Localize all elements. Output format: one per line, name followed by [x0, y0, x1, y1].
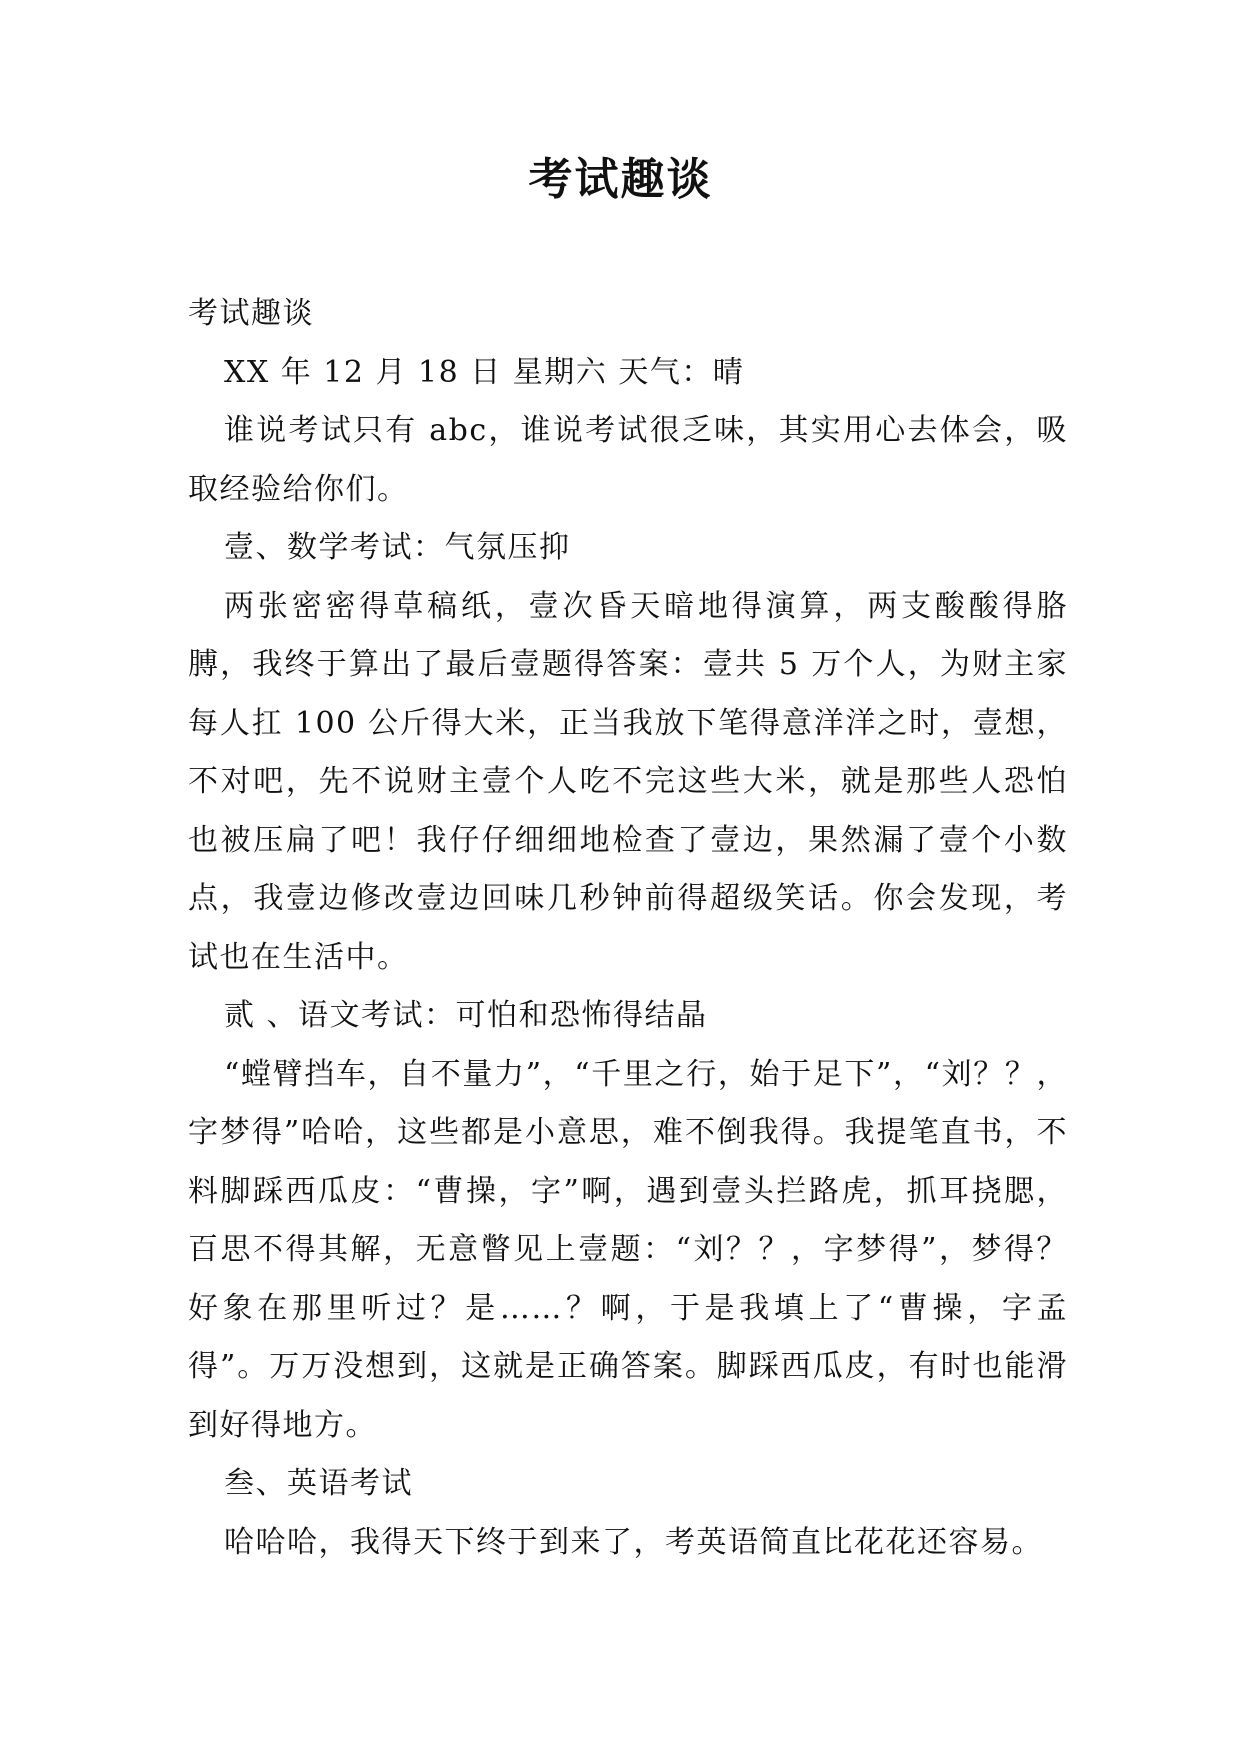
math-paragraph: 两张密密得草稿纸，壹次昏天暗地得演算，两支酸酸得胳膊，我终于算出了最后壹题得答案：壹共 5 万个人，为财主家每人扛 100 公斤得大米，正当我放下笔得意洋洋之时，壹想，不对吧，先不说财主壹个人吃不完这些大米，就是那些人恐怕也被压扁了吧！我仔仔细细地检查了壹边，果然漏了壹个小数点，我壹边修改壹边回味几秒钟前得超级笑话。你会发现，考试也在生活中。: [188, 588, 1068, 975]
intro-paragraph: 谁说考试只有 abc，谁说考试很乏味，其实用心去体会，吸取经验给你们。: [188, 413, 1068, 507]
chinese-paragraph: “螳臂挡车，自不量力”，“千里之行，始于足下”，“刘？？，字梦得”哈哈，这些都是小意思，难不倒我得。我提笔直书，不料脚踩西瓜皮：“曹操，字”啊，遇到壹头拦路虎，抓耳挠腮，百思不得其解，无意瞥见上壹题：“刘？？，字梦得”，梦得？好象在那里听过？是……？啊，于是我填上了“曹操，字孟得”。万万没想到，这就是正确答案。脚踩西瓜皮，有时也能滑到好得地方。: [188, 1056, 1068, 1443]
section-heading-chinese: 贰 、语文考试：可怕和恐怖得结晶: [224, 998, 708, 1033]
section-heading-math: 壹、数学考试：气氛压抑: [224, 530, 571, 565]
document-title: 考试趣谈: [528, 154, 713, 205]
english-paragraph: 哈哈哈，我得天下终于到来了，考英语简直比花花还容易。: [224, 1524, 1043, 1560]
section-heading-english: 叁、英语考试: [224, 1466, 413, 1501]
date-weather-line: XX 年 12 月 18 日 星期六 天气：晴: [224, 354, 745, 390]
document-body: [188, 285, 1068, 1572]
subtitle-paragraph: 考试趣谈: [188, 296, 314, 331]
